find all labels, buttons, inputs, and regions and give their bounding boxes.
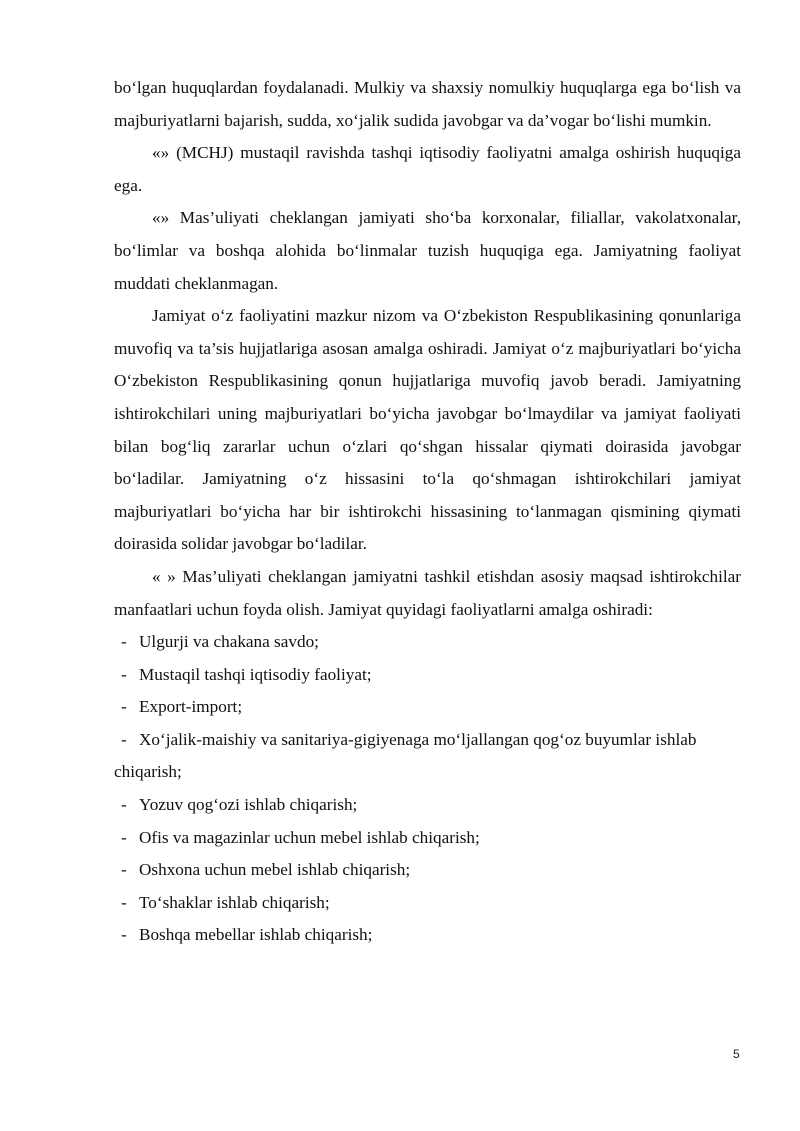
list-marker: -	[121, 892, 127, 912]
list-marker: -	[121, 795, 127, 815]
list-marker: -	[121, 827, 127, 847]
list-marker: -	[121, 925, 127, 945]
activity-text: Xo‘jalik-maishiy va sanitariya-gigiyenaga mo‘ljallangan qog‘oz buyumlar ishlab chiqarish;	[114, 729, 697, 782]
list-item	[114, 887, 741, 920]
list-marker: -	[121, 664, 127, 684]
activity-text: Export-import;	[139, 697, 243, 717]
activity-text: Ofis va magazinlar uchun mebel ishlab chiqarish;	[139, 827, 480, 847]
list-item	[114, 724, 741, 789]
list-item	[114, 626, 741, 659]
paragraph-rights: bo‘lgan huquqlardan foydalanadi. Mulkiy va shaxsiy nomulkiy huquqlarga ega bo‘lish va majburiyatlarni bajarish, sudda, xo‘jalik sudida javobgar va da’vogar bo‘lishi mumkin.	[114, 78, 741, 130]
list-item	[114, 822, 741, 855]
list-marker: -	[121, 632, 127, 652]
activity-text: Oshxona uchun mebel ishlab chiqarish;	[139, 860, 411, 880]
activity-text: Boshqa mebellar ishlab chiqarish;	[139, 925, 373, 945]
activity-text: Ulgurji va chakana savdo;	[139, 632, 319, 652]
activity-text: To‘shaklar ishlab chiqarish;	[139, 892, 330, 912]
list-marker: -	[121, 697, 127, 717]
paragraph-foreign-activity: «» (MCHJ) mustaqil ravishda tashqi iqtisodiy faoliyatni amalga oshirish huquqiga ega.	[114, 143, 741, 195]
document-body	[114, 72, 741, 952]
activity-text: Mustaqil tashqi iqtisodiy faoliyat;	[139, 664, 372, 684]
list-marker: -	[121, 729, 127, 749]
page-number: 5	[733, 1047, 740, 1061]
paragraph-purpose: « » Mas’uliyati cheklangan jamiyatni tashkil etishdan asosiy maqsad ishtirokchilar manfaatlari uchun foyda olish. Jamiyat quyidagi faoliyatlarni amalga oshiradi:	[114, 566, 741, 619]
list-item	[114, 919, 741, 952]
list-item	[114, 691, 741, 724]
paragraph-subsidiaries: «» Mas’uliyati cheklangan jamiyati sho‘ba korxonalar, filiallar, vakolatxonalar, bo‘limlar va boshqa alohida bo‘linmalar tuzish huquqiga ega. Jamiyatning faoliyat muddati cheklanmagan.	[114, 208, 741, 293]
activity-text: Yozuv qog‘ozi ishlab chiqarish;	[139, 795, 358, 815]
list-item	[114, 659, 741, 692]
list-item	[114, 789, 741, 822]
list-marker: -	[121, 860, 127, 880]
paragraph-liability: Jamiyat o‘z faoliyatini mazkur nizom va O‘zbekiston Respublikasining qonunlariga muvofiq va ta’sis hujjatlariga asosan amalga oshiradi. Jamiyat o‘z majburiyatlari bo‘yicha O‘zbekiston Respublikasining qonun hujjatlariga muvofiq javob beradi. Jamiyatning ishtirokchilari uning majburiyatlari bo‘yicha javobgar bo‘lmaydilar va jamiyat faoliyati bilan bog‘liq zararlar uchun o‘zlari qo‘shgan hissalar qiymati doirasida javobgar bo‘ladilar. Jamiyatning o‘z hissasini to‘la qo‘shmagan ishtirokchilari jamiyat majburiyatlari bo‘yicha har bir ishtirokchi hissasining to‘lanmagan qismining qiymati doirasida solidar javobgar bo‘ladilar.	[114, 306, 741, 554]
activities-list	[114, 626, 741, 952]
list-item	[114, 854, 741, 887]
